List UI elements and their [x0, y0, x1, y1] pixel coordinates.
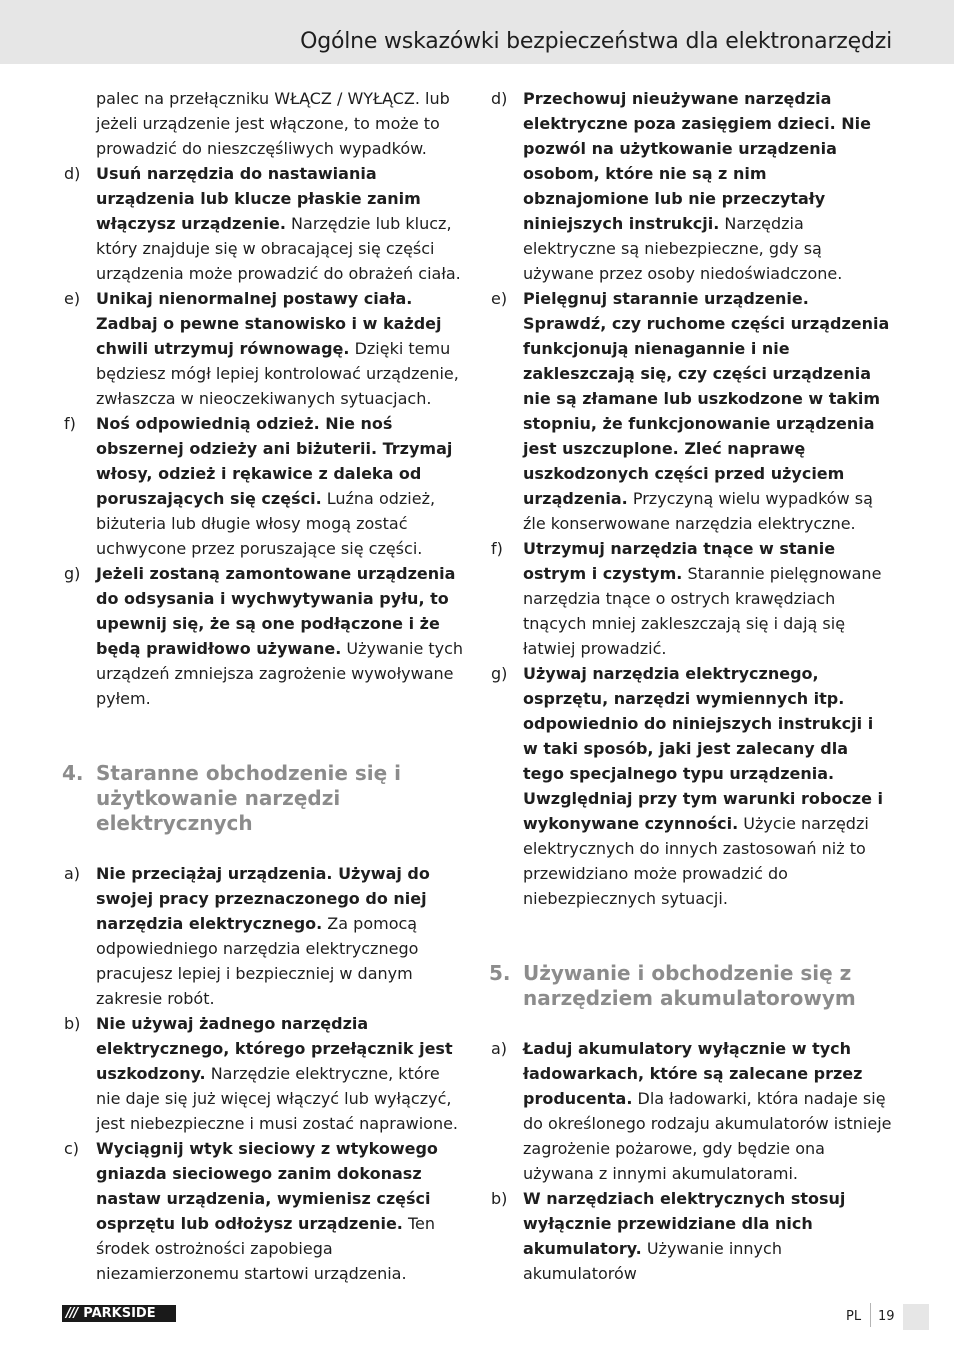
section-number: 4. [62, 761, 84, 785]
item-bold-text: Nie przeciążaj urządzenia. Używaj do swojej pracy przeznaczonego do niej narzędzia elektrycznego. [96, 864, 430, 933]
item-letter: g) [64, 564, 81, 583]
item-bold-text: Noś odpowiednią odzież. Nie noś obszernej odzieży ani biżuterii. Trzymaj włosy, odzież i rękawice z daleka od poruszających się części. [96, 414, 453, 508]
intro-paragraph: palec na przełączniku WŁĄCZ / WYŁĄCZ. lub jeżeli urządzenie jest włączone, to może to prowadzić do nieszczęśliwych wypadków. [96, 89, 450, 158]
item-text: Dzięki temu będziesz mógł lepiej kontrolować urządzenie, zwłaszcza w nieoczekiwanych sytuacjach. [96, 339, 459, 408]
item-letter: d) [491, 89, 508, 108]
list-item [62, 1011, 466, 1136]
item-text: Starannie pielęgnowane narzędzia tnące o ostrych krawędziach tnących mniej zakleszczają się i dają się łatwiej prowadzić. [523, 564, 882, 658]
item-letter: g) [491, 664, 508, 683]
section-title: Staranne obchodzenie się i użytkowanie narzędzi elektrycznych [96, 761, 401, 835]
list-item [62, 1136, 466, 1286]
item-bold-text: Ładuj akumulatory wyłącznie w tych ładowarkach, które są zalecane przez producenta. [523, 1039, 863, 1108]
item-letter: b) [491, 1189, 508, 1208]
item-text: Ten środek ostrożności zapobiega niezamierzonemu startowi urządzenia. [96, 1214, 435, 1283]
item-bold-text: Unikaj nienormalnej postawy ciała. Zadbaj o pewne stanowisko i w każdej chwili utrzymuj równowagę. [96, 289, 442, 358]
item-text: Używanie innych akumulatorów [523, 1239, 782, 1283]
item-text: Narzędzia elektryczne są niebezpieczne, gdy są używane przez osoby niedoświadczone. [523, 214, 843, 283]
item-bold-text: Usuń narzędzia do nastawiania urządzenia lub klucze płaskie zanim włączysz urządzenie. [96, 164, 421, 233]
item-letter: f) [491, 539, 503, 558]
logo-stripes-icon: /// [66, 1306, 78, 1321]
list-item [489, 1036, 893, 1186]
item-text: Przyczyną wielu wypadków są źle konserwowane narzędzia elektryczne. [523, 489, 873, 533]
item-letter: d) [64, 164, 81, 183]
item-letter: a) [491, 1039, 508, 1058]
item-text: Luźna odzież, biżuteria lub długie włosy mogą zostać uchwycone przez poruszające się części. [96, 489, 436, 558]
item-text: Dla ładowarki, która nadaje się do określonego rodzaju akumulatorów istnieje zagrożenie pożarowe, gdy będzie ona używana z innymi akumulatorami. [523, 1089, 892, 1183]
list-item [489, 286, 893, 536]
footer-tab-marker [903, 1304, 929, 1330]
list-item [62, 286, 466, 411]
section-heading-4 [62, 761, 466, 861]
item-letter: b) [64, 1014, 81, 1033]
item-text: Używanie tych urządzeń zmniejsza zagrożenie wywoływane pyłem. [96, 639, 464, 708]
item-text: Za pomocą odpowiedniego narzędzia elektrycznego pracujesz lepiej i bezpieczniej w danym zakresie robót. [96, 914, 419, 1008]
item-bold-text: Utrzymuj narzędzia tnące w stanie ostrym i czystym. [523, 539, 836, 583]
item-letter: e) [491, 289, 508, 308]
item-bold-text: Wyciągnij wtyk sieciowy z wtykowego gniazda sieciowego zanim dokonasz nastaw urządzenia, wymienisz części osprzętu lub odłożysz urządzenie. [96, 1139, 438, 1233]
item-bold-text: Pielęgnuj starannie urządzenie. Sprawdź, czy ruchome części urządzenia funkcjonują nienagannie i nie zakleszczają się, czy części urządzenia nie są złamane lub uszkodzone w takim stopniu, że funkcjonowanie urządzenia jest uszczuplone. Zleć naprawę uszkodzonych części przed użyciem urządzenia. [523, 289, 890, 508]
section-number: 5. [489, 961, 511, 985]
list-item [489, 86, 893, 286]
right-column [489, 86, 893, 1283]
list-item [489, 536, 893, 661]
left-column [62, 86, 466, 1286]
item-bold-text: W narzędziach elektrycznych stosuj wyłącznie przewidziane dla nich akumulatory. [523, 1189, 846, 1258]
footer-divider [870, 1303, 871, 1327]
list-item [489, 661, 893, 961]
item-text: Użycie narzędzi elektrycznych do innych zastosowań niż to przewidziano może prowadzić do niebezpiecznych sytuacji. [523, 814, 869, 908]
list-item [62, 411, 466, 561]
item-letter: c) [64, 1139, 80, 1158]
item-bold-text: Jeżeli zostaną zamontowane urządzenia do odsysania i wychwytywania pyłu, to upewnij się, że są one podłączone i że będą prawidłowo używane. [96, 564, 456, 658]
item-letter: e) [64, 289, 81, 308]
section-title: Używanie i obchodzenie się z narzędziem akumulatorowym [523, 961, 856, 1010]
list-item [62, 161, 466, 286]
item-bold-text: Nie używaj żadnego narzędzia elektrycznego, którego przełącznik jest uszkodzony. [96, 1014, 453, 1083]
item-bold-text: Przechowuj nieużywane narzędzia elektryczne poza zasięgiem dzieci. Nie pozwól na użytkowanie urządzenia osobom, które nie są z nim obznajomione lub nie przeczytały niniejszych instrukcji. [523, 89, 871, 233]
language-code: PL [846, 1309, 862, 1324]
item-text: Narzędzie elektryczne, które nie daje się już więcej włączyć lub wyłączyć, jest niebezpieczne i musi zostać naprawione. [96, 1064, 459, 1133]
list-item [62, 861, 466, 1011]
list-item [489, 1186, 893, 1283]
parkside-logo [62, 1305, 176, 1322]
item-bold-text: Używaj narzędzia elektrycznego, osprzętu, narzędzi wymiennych itp. odpowiednio do niniejszych instrukcji i w taki sposób, jaki jest zalecany dla tego specjalnego typu urządzenia. Uwzględniaj przy tym warunki robocze i wykonywane czynności. [523, 664, 884, 833]
page-header-title: Ogólne wskazówki bezpieczeństwa dla elektronarzędzi [300, 29, 892, 54]
section-heading-5 [489, 961, 893, 1036]
header-band [0, 0, 954, 64]
page-number: 19 [878, 1309, 895, 1324]
list-item [62, 561, 466, 761]
item-letter: f) [64, 414, 76, 433]
item-letter: a) [64, 864, 81, 883]
logo-text: PARKSIDE [83, 1306, 156, 1321]
item-text: Narzędzie lub klucz, który znajduje się w obracającej się części urządzenia może prowadzić do obrażeń ciała. [96, 214, 461, 283]
